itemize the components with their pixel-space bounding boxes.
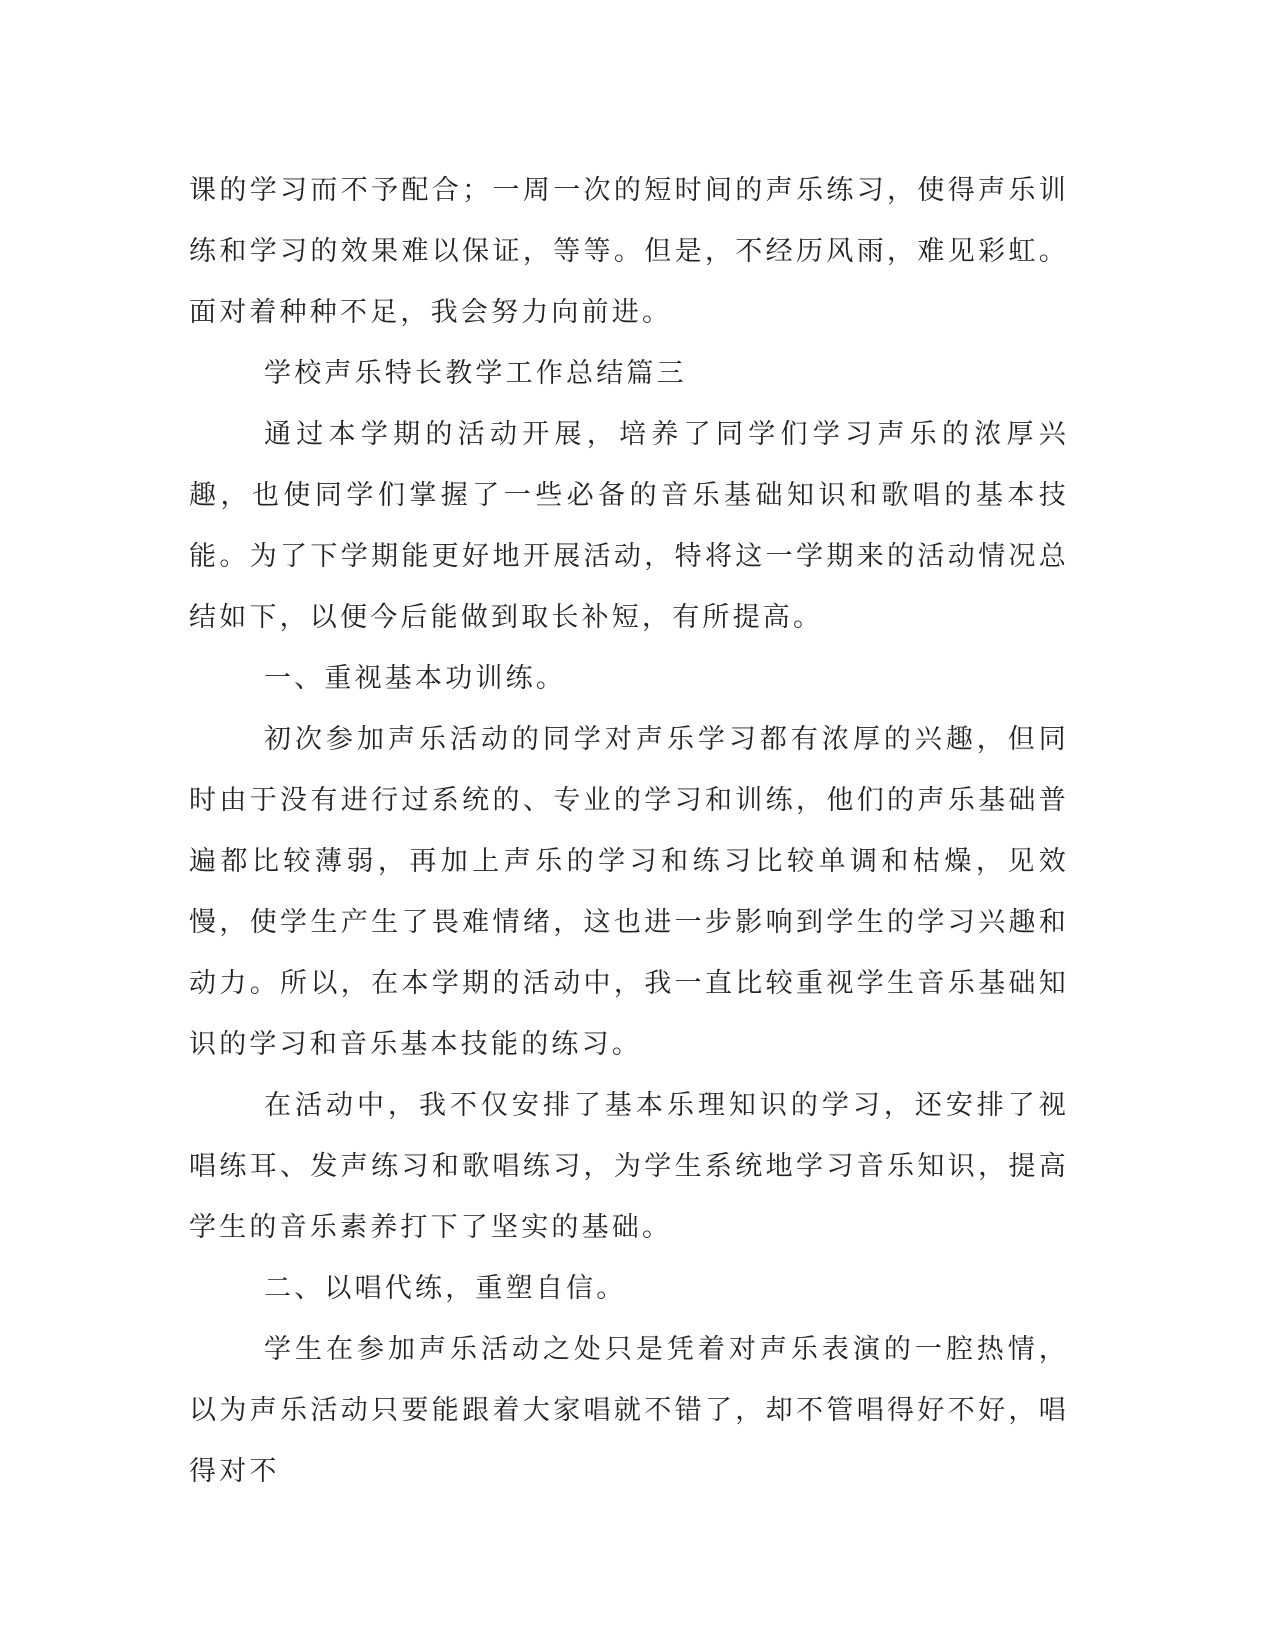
heading-two: 二、以唱代练，重塑自信。 [264,1273,627,1304]
document-body [189,160,1069,1502]
paragraph-basic-training: 初次参加声乐活动的同学对声乐学习都有浓厚的兴趣，但同时由于没有进行过系统的、专业的学习和训练，他们的声乐基础普遍都比较薄弱，再加上声乐的学习和练习比较单调和枯燥，见效慢，使学生产生了畏难情绪，这也进一步影响到学生的学习兴趣和动力。所以，在本学期的活动中，我一直比较重视学生音乐基础知识的学习和音乐基本技能的练习。 [189,724,1069,1060]
heading-one: 一、重视基本功训练。 [264,663,566,694]
paragraph-confidence: 学生在参加声乐活动之处只是凭着对声乐表演的一腔热情，以为声乐活动只要能跟着大家唱就不错了，却不管唱得好不好，唱得对不 [189,1334,1069,1487]
section-title: 学校声乐特长教学工作总结篇三 [264,358,687,389]
paragraph-activities: 在活动中，我不仅安排了基本乐理知识的学习，还安排了视唱练耳、发声练习和歌唱练习，为学生系统地学习音乐知识，提高学生的音乐素养打下了坚实的基础。 [189,1090,1069,1243]
paragraph-intro: 通过本学期的活动开展，培养了同学们学习声乐的浓厚兴趣，也使同学们掌握了一些必备的音乐基础知识和歌唱的基本技能。为了下学期能更好地开展活动，特将这一学期来的活动情况总结如下，以便今后能做到取长补短，有所提高。 [189,419,1069,633]
paragraph-continued: 课的学习而不予配合；一周一次的短时间的声乐练习，使得声乐训练和学习的效果难以保证，等等。但是，不经历风雨，难见彩虹。面对着种种不足，我会努力向前进。 [189,175,1069,328]
